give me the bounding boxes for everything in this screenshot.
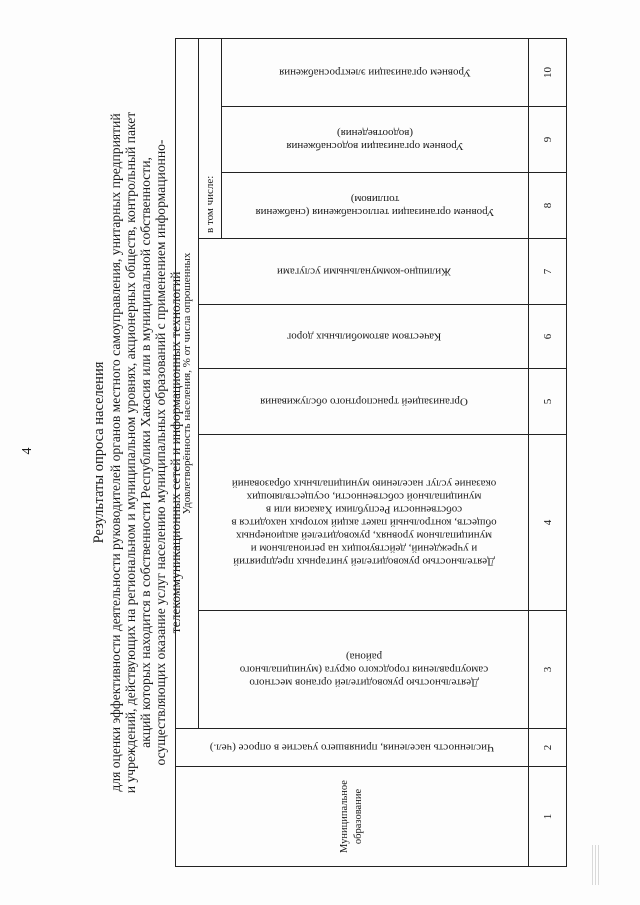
col-header-10-text: Уровнем организации электроснабжения xyxy=(279,66,471,79)
col-number-8: 8 xyxy=(529,173,567,239)
col-number-10: 10 xyxy=(529,38,567,106)
scan-artifact xyxy=(590,845,600,885)
title-line: акций которых находится в собственности Республики Хакасия или в муниципальной собственности, xyxy=(138,157,153,748)
title-line: и учреждений, действующих на региональном и муниципальном уровнях, акционерных обществ, контрольный пакет xyxy=(123,111,138,794)
col-header-10 xyxy=(222,38,529,106)
col-number-3: 3 xyxy=(529,611,567,729)
col-header-participants-text: Численность населения, принявшего участие в опросе (чел.) xyxy=(209,742,495,754)
col-number-2: 2 xyxy=(529,729,567,767)
col-number-1: 1 xyxy=(529,767,567,867)
survey-results-table xyxy=(175,38,567,867)
title-main: Результаты опроса населения xyxy=(91,361,107,544)
col-header-7-text: Жилищно-коммунальными услугами xyxy=(276,266,451,278)
col-header-4 xyxy=(199,435,529,611)
group-header-satisfaction: Удовлетворённость населения, % от числа опрошенных xyxy=(176,38,199,728)
col-number-5: 5 xyxy=(529,369,567,435)
col-header-8 xyxy=(222,173,529,239)
col-header-5-text: Организацией транспортного обслуживания xyxy=(259,396,468,408)
document-title xyxy=(92,40,183,865)
title-line: для оценки эффективности деятельности руководителей органов местного самоуправления, унитарных предприятий xyxy=(108,113,123,792)
col-header-3 xyxy=(199,611,529,729)
col-header-3-text: Деятельностью руководителей органов местного самоуправления городского округа (муниципального района) xyxy=(239,651,488,689)
col-number-7: 7 xyxy=(529,239,567,305)
col-header-municipality: Муниципальное образование xyxy=(176,767,529,867)
col-header-7 xyxy=(199,239,529,305)
col-header-5 xyxy=(199,369,529,435)
title-line: осуществляющих оказание услуг населению муниципальных образований с применением информационно- xyxy=(153,139,168,766)
col-header-8-text: Уровнем организации теплоснабжения (снабжения топливом) xyxy=(255,193,495,219)
col-header-6 xyxy=(199,305,529,369)
col-header-6-text: Качеством автомобильных дорог xyxy=(286,331,441,343)
col-header-participants xyxy=(176,729,529,767)
col-header-4-text: Деятельностью руководителей унитарных предприятий и учреждений, действующих на региональном и муниципальном уровнях, руководителей акционерных обществ, контрольный пакет акций которых находится в собственности Республики Хакасия или в муниципальной собственности, осуществляющих оказание услуг населению муниципальных образований xyxy=(230,478,497,568)
page-number: 4 xyxy=(20,447,35,455)
col-header-9-text: Уровнем организации водоснабжения (водоотведения) xyxy=(286,127,464,153)
col-header-9 xyxy=(222,107,529,173)
col-number-9: 9 xyxy=(529,107,567,173)
col-number-6: 6 xyxy=(529,305,567,369)
col-number-4: 4 xyxy=(529,435,567,611)
title-line: телекоммуникационных сетей и информационных технологий xyxy=(168,271,183,634)
subgroup-header: в том числе: xyxy=(199,38,222,238)
